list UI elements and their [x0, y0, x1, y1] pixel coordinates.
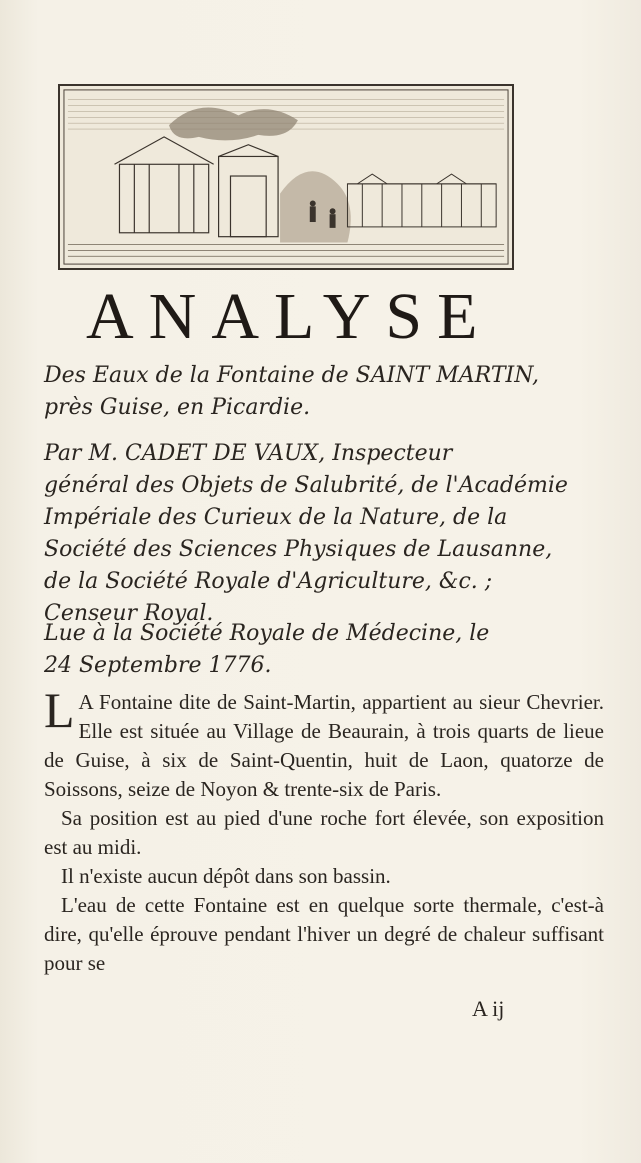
paragraph-1	[44, 682, 604, 804]
body-text	[44, 682, 604, 978]
engraved-vignette	[58, 84, 514, 270]
paragraph-3: Il n'existe aucun dépôt dans son bassin.	[61, 864, 391, 888]
read-line: 24 Septembre 1776.	[44, 653, 272, 678]
signature-mark: A ij	[472, 996, 505, 1021]
paragraph-4: L'eau de cette Fontaine est en quelque sorte thermale, c'est-à dire, qu'elle éprouve pendant l'hiver un degré de chaleur suffisant pour se	[44, 893, 604, 975]
heading-block	[44, 360, 600, 424]
author-line: Impériale des Curieux de la Nature, de la	[44, 505, 508, 530]
author-line: Censeur Royal.	[44, 601, 214, 626]
drop-cap: L	[44, 682, 75, 738]
vignette-illustration	[60, 86, 512, 268]
author-line: général des Objets de Salubrité, de l'Académie	[44, 473, 568, 498]
read-note-block	[44, 618, 600, 682]
page-title: ANALYSE	[86, 280, 493, 353]
heading-line: Des Eaux de la Fontaine de SAINT MARTIN,	[44, 363, 540, 388]
author-line: Société des Sciences Physiques de Lausanne,	[44, 537, 553, 562]
author-block	[44, 438, 600, 630]
author-line: Par M. CADET DE VAUX, Inspecteur	[44, 441, 453, 466]
paragraph-2: Sa position est au pied d'une roche fort élevée, son exposition est au midi.	[44, 806, 604, 859]
author-line: de la Société Royale d'Agriculture, &c. ;	[44, 569, 493, 594]
heading-line: près Guise, en Picardie.	[44, 395, 311, 420]
read-line: Lue à la Société Royale de Médecine, le	[44, 621, 490, 646]
paragraph-1-text: A Fontaine dite de Saint-Martin, appartient au sieur Chevrier. Elle est située au Village de Beaurain, à trois quarts de lieue de Guise, à six de Saint-Quentin, huit de Laon, quatorze de Soissons, seize de Noyon & trente-six de Paris.	[44, 690, 604, 801]
